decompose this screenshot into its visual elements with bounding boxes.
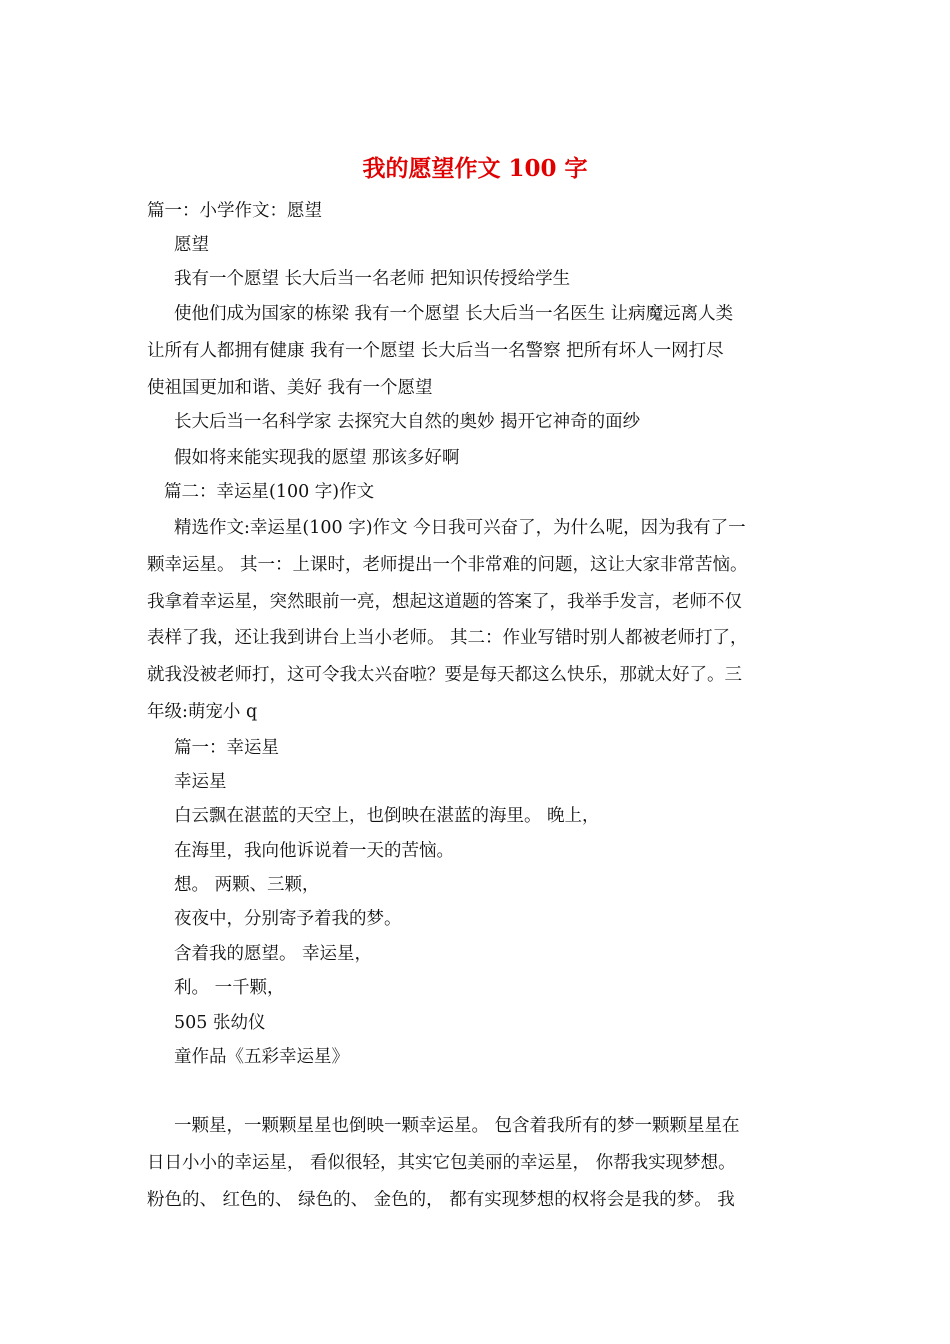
paragraph-line: 假如将来能实现我的愿望 那该多好啊 xyxy=(174,448,460,468)
paragraph-line: 使祖国更加和谐、美好 我有一个愿望 xyxy=(147,378,433,398)
section-heading: 篇一：小学作文：愿望 xyxy=(147,201,322,221)
paragraph-line: 我有一个愿望 长大后当一名老师 把知识传授给学生 xyxy=(174,269,571,289)
paragraph-line: 夜夜中，分别寄予着我的梦。 xyxy=(174,909,402,929)
paragraph-line: 就我没被老师打，这可令我太兴奋啦？要是每天都这么快乐，那就太好了。三 xyxy=(147,665,742,685)
paragraph-line: 粉色的、 红色的、 绿色的、 金色的， 都有实现梦想的权将会是我的梦。 我 xyxy=(147,1190,735,1210)
paragraph-line: 我拿着幸运星，突然眼前一亮，想起这道题的答案了，我举手发言，老师不仅 xyxy=(147,592,742,612)
paragraph-line: 505 张幼仪 xyxy=(174,1013,266,1033)
paragraph-line: 一颗星，一颗颗星星也倒映一颗幸运星。 包含着我所有的梦一颗颗星星在 xyxy=(174,1116,740,1136)
paragraph-line: 想。 两颗、三颗， xyxy=(174,875,320,895)
paragraph-line: 让所有人都拥有健康 我有一个愿望 长大后当一名警察 把所有坏人一网打尽 xyxy=(147,341,724,361)
paragraph-line: 愿望 xyxy=(174,235,209,255)
paragraph-line: 年级:萌宠小 q xyxy=(147,702,258,722)
paragraph-line: 幸运星 xyxy=(174,772,227,792)
paragraph-line: 童作品《五彩幸运星》 xyxy=(174,1047,349,1067)
document-title: 我的愿望作文 100 字 xyxy=(362,155,588,182)
paragraph-line: 长大后当一名科学家 去探究大自然的奥妙 揭开它神奇的面纱 xyxy=(174,412,641,432)
section-heading: 篇一：幸运星 xyxy=(174,738,279,758)
paragraph-line: 精选作文:幸运星(100 字)作文 今日我可兴奋了，为什么呢，因为我有了一 xyxy=(174,518,746,538)
paragraph-line: 表样了我，还让我到讲台上当小老师。 其二：作业写错时别人都被老师打了， xyxy=(147,628,748,648)
paragraph-line: 使他们成为国家的栋梁 我有一个愿望 长大后当一名医生 让病魔远离人类 xyxy=(174,304,734,324)
paragraph-line: 含着我的愿望。 幸运星， xyxy=(174,944,373,964)
paragraph-line: 利。 一千颗， xyxy=(174,978,285,998)
paragraph-line: 颗幸运星。 其一：上课时，老师提出一个非常难的问题，这让大家非常苦恼。 xyxy=(147,555,748,575)
paragraph-line: 日日小小的幸运星， 看似很轻，其实它包美丽的幸运星， 你帮我实现梦想。 xyxy=(147,1153,736,1173)
paragraph-line: 在海里，我向他诉说着一天的苦恼。 xyxy=(174,841,454,861)
paragraph-line: 白云飘在湛蓝的天空上，也倒映在湛蓝的海里。 晚上， xyxy=(174,806,600,826)
section-heading: 篇二：幸运星(100 字)作文 xyxy=(164,482,375,502)
